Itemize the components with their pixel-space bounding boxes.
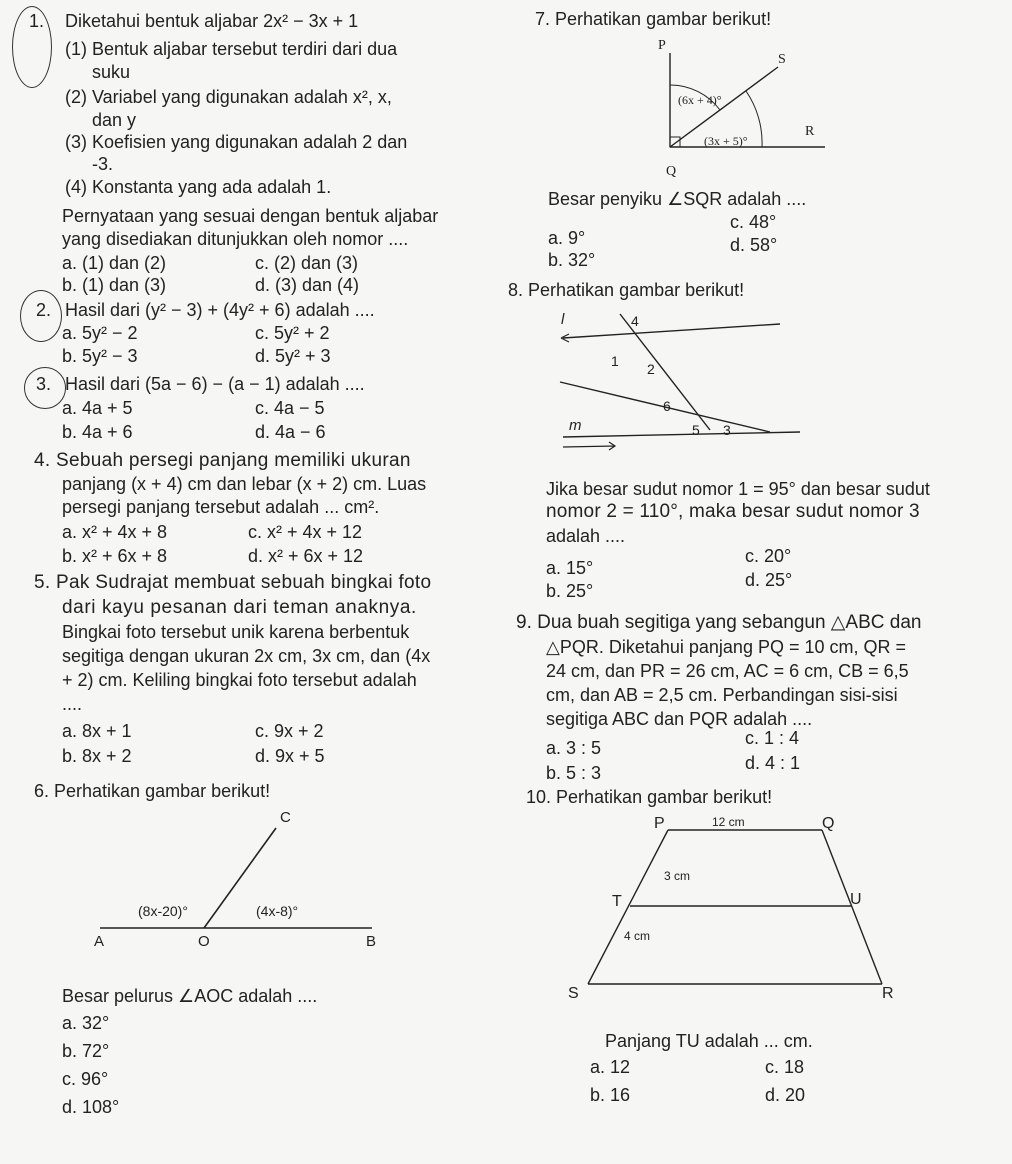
q2-option-d[interactable]: d. 5y² + 3 bbox=[255, 346, 331, 366]
q7-label-r: R bbox=[805, 124, 815, 139]
q8-angle-1: 1 bbox=[611, 353, 619, 369]
q7-angle-arc-2 bbox=[746, 91, 762, 147]
q3-option-b[interactable]: b. 4a + 6 bbox=[62, 422, 133, 442]
q5-option-d[interactable]: d. 9x + 5 bbox=[255, 746, 325, 766]
q10-measure-pq: 12 cm bbox=[712, 815, 745, 829]
q8-option-d[interactable]: d. 25° bbox=[745, 570, 793, 590]
q10-option-b[interactable]: b. 16 bbox=[590, 1085, 631, 1105]
q1-statement-4: (4) Konstanta yang ada adalah 1. bbox=[65, 177, 332, 197]
q10-label-r: R bbox=[882, 985, 894, 1002]
q10-figure bbox=[560, 812, 900, 1002]
q2-option-b[interactable]: b. 5y² − 3 bbox=[62, 346, 138, 366]
q10-side-ps bbox=[588, 830, 668, 984]
q6-question: Besar pelurus ∠AOC adalah .... bbox=[62, 986, 318, 1006]
q10-question: Panjang TU adalah ... cm. bbox=[605, 1031, 813, 1051]
q5-line-1: 5. Pak Sudrajat membuat sebuah bingkai foto bbox=[34, 572, 432, 593]
q1-statement-1b: suku bbox=[92, 62, 131, 82]
q1-option-a[interactable]: a. (1) dan (2) bbox=[62, 253, 167, 273]
q8-stem: 8. Perhatikan gambar berikut! bbox=[508, 280, 745, 300]
q10-label-p: P bbox=[654, 815, 665, 832]
q9-option-a[interactable]: a. 3 : 5 bbox=[546, 738, 602, 758]
q4-line-1: 4. Sebuah persegi panjang memiliki ukuran bbox=[34, 450, 411, 471]
q8-line-1: Jika besar sudut nomor 1 = 95° dan besar sudut bbox=[546, 479, 930, 499]
q6-angle-1: (8x-20)° bbox=[138, 903, 188, 919]
q10-label-t: T bbox=[612, 893, 622, 910]
q8-line-m bbox=[563, 432, 800, 437]
q8-option-c[interactable]: c. 20° bbox=[745, 546, 792, 566]
q6-label-c: C bbox=[280, 809, 291, 826]
q7-option-d[interactable]: d. 58° bbox=[730, 235, 778, 255]
q10-label-q: Q bbox=[822, 815, 835, 832]
q8-angle-5: 5 bbox=[692, 422, 700, 438]
q3-stem: Hasil dari (5a − 6) − (a − 1) adalah .... bbox=[65, 374, 365, 394]
q5-line-5: + 2) cm. Keliling bingkai foto tersebut adalah bbox=[62, 670, 417, 690]
q9-line-1: 9. Dua buah segitiga yang sebangun △ABC dan bbox=[516, 612, 922, 633]
q1-statement-3b: -3. bbox=[92, 154, 114, 174]
q5-line-4: segitiga dengan ukuran 2x cm, 3x cm, dan (4x bbox=[62, 646, 431, 666]
q6-label-a: A bbox=[94, 933, 105, 950]
q4-option-d[interactable]: d. x² + 6x + 12 bbox=[248, 546, 364, 566]
q5-line-6: .... bbox=[62, 694, 83, 714]
q10-option-c[interactable]: c. 18 bbox=[765, 1057, 805, 1077]
q7-angle-2: (3x + 5)° bbox=[704, 134, 748, 148]
q5-line-2: dari kayu pesanan dari teman anaknya. bbox=[62, 597, 417, 618]
q7-angle-1: (6x + 4)° bbox=[678, 93, 722, 107]
q8-line-2: nomor 2 = 110°, maka besar sudut nomor 3 bbox=[546, 501, 920, 522]
q5-option-b[interactable]: b. 8x + 2 bbox=[62, 746, 132, 766]
q8-angle-2: 2 bbox=[647, 361, 655, 377]
q1-number: 1. bbox=[29, 11, 45, 31]
q7-label-p: P bbox=[658, 38, 666, 53]
q7-label-s: S bbox=[778, 52, 786, 67]
q4-option-c[interactable]: c. x² + 4x + 12 bbox=[248, 522, 363, 542]
q7-option-a[interactable]: a. 9° bbox=[548, 228, 586, 248]
q7-option-c[interactable]: c. 48° bbox=[730, 212, 777, 232]
q4-line-3: persegi panjang tersebut adalah ... cm². bbox=[62, 497, 380, 517]
q6-option-d[interactable]: d. 108° bbox=[62, 1097, 120, 1117]
q8-option-a[interactable]: a. 15° bbox=[546, 558, 594, 578]
q7-question: Besar penyiku ∠SQR adalah .... bbox=[548, 189, 807, 209]
q5-option-a[interactable]: a. 8x + 1 bbox=[62, 721, 132, 741]
q8-label-m: m bbox=[569, 417, 582, 434]
q6-label-o: O bbox=[198, 933, 210, 950]
q1-question-b: yang disediakan ditunjukkan oleh nomor .... bbox=[62, 229, 409, 249]
q9-option-b[interactable]: b. 5 : 3 bbox=[546, 763, 602, 783]
q9-option-c[interactable]: c. 1 : 4 bbox=[745, 728, 800, 748]
q4-option-a[interactable]: a. x² + 4x + 8 bbox=[62, 522, 168, 542]
q8-angle-3: 3 bbox=[723, 422, 731, 438]
q7-figure bbox=[640, 35, 840, 185]
q2-stem: Hasil dari (y² − 3) + (4y² + 6) adalah .... bbox=[65, 300, 375, 320]
q8-arrow-m bbox=[563, 442, 615, 450]
q7-stem: 7. Perhatikan gambar berikut! bbox=[535, 9, 772, 29]
q7-label-q: Q bbox=[666, 164, 677, 179]
q1-statement-3a: (3) Koefisien yang digunakan adalah 2 dan bbox=[65, 132, 408, 152]
q10-option-d[interactable]: d. 20 bbox=[765, 1085, 806, 1105]
q3-number: 3. bbox=[36, 374, 52, 394]
q1-option-b[interactable]: b. (1) dan (3) bbox=[62, 275, 167, 295]
q6-angle-2: (4x-8)° bbox=[256, 903, 299, 919]
q5-option-c[interactable]: c. 9x + 2 bbox=[255, 721, 324, 741]
q8-figure bbox=[555, 302, 805, 467]
q10-label-s: S bbox=[568, 985, 579, 1002]
q10-measure-pt: 3 cm bbox=[664, 869, 691, 883]
q6-label-b: B bbox=[366, 933, 377, 950]
q6-option-b[interactable]: b. 72° bbox=[62, 1041, 110, 1061]
q8-angle-4: 4 bbox=[631, 313, 639, 329]
q2-number: 2. bbox=[36, 300, 52, 320]
q10-stem: 10. Perhatikan gambar berikut! bbox=[526, 787, 773, 807]
q3-option-a[interactable]: a. 4a + 5 bbox=[62, 398, 133, 418]
q3-option-d[interactable]: d. 4a − 6 bbox=[255, 422, 326, 442]
q10-option-a[interactable]: a. 12 bbox=[590, 1057, 631, 1077]
q9-line-2: △PQR. Diketahui panjang PQ = 10 cm, QR = bbox=[546, 637, 907, 657]
q10-label-u: U bbox=[850, 891, 862, 908]
q8-label-l: l bbox=[561, 311, 565, 328]
q1-stem: Diketahui bentuk aljabar 2x² − 3x + 1 bbox=[65, 11, 359, 31]
q7-option-b[interactable]: b. 32° bbox=[548, 250, 596, 270]
q4-option-b[interactable]: b. x² + 6x + 8 bbox=[62, 546, 168, 566]
q1-statement-2b: dan y bbox=[92, 110, 137, 130]
q2-option-a[interactable]: a. 5y² − 2 bbox=[62, 323, 138, 343]
q2-option-c[interactable]: c. 5y² + 2 bbox=[255, 323, 330, 343]
q5-line-3: Bingkai foto tersebut unik karena berbentuk bbox=[62, 622, 410, 642]
q8-line-3: adalah .... bbox=[546, 526, 626, 546]
q10-measure-ts: 4 cm bbox=[624, 929, 651, 943]
q8-option-b[interactable]: b. 25° bbox=[546, 581, 594, 601]
q8-line-l bbox=[563, 324, 780, 338]
q6-figure bbox=[80, 800, 400, 950]
q4-line-2: panjang (x + 4) cm dan lebar (x + 2) cm. Luas bbox=[62, 474, 427, 494]
q6-option-a[interactable]: a. 32° bbox=[62, 1013, 110, 1033]
q6-option-c[interactable]: c. 96° bbox=[62, 1069, 109, 1089]
q3-option-c[interactable]: c. 4a − 5 bbox=[255, 398, 325, 418]
q9-line-4: cm, dan AB = 2,5 cm. Perbandingan sisi-sisi bbox=[546, 685, 898, 705]
q1-statement-2a: (2) Variabel yang digunakan adalah x², x, bbox=[65, 87, 392, 107]
q9-line-3: 24 cm, dan PR = 26 cm, AC = 6 cm, CB = 6,5 bbox=[546, 661, 909, 681]
q9-option-d[interactable]: d. 4 : 1 bbox=[745, 753, 801, 773]
q1-option-c[interactable]: c. (2) dan (3) bbox=[255, 253, 359, 273]
q1-question-a: Pernyataan yang sesuai dengan bentuk aljabar bbox=[62, 206, 439, 226]
q1-option-d[interactable]: d. (3) dan (4) bbox=[255, 275, 360, 295]
q9-line-5: segitiga ABC dan PQR adalah .... bbox=[546, 709, 813, 729]
q8-angle-6: 6 bbox=[663, 398, 671, 414]
q1-statement-1a: (1) Bentuk aljabar tersebut terdiri dari dua bbox=[65, 39, 398, 59]
q6-stem: 6. Perhatikan gambar berikut! bbox=[34, 781, 271, 801]
